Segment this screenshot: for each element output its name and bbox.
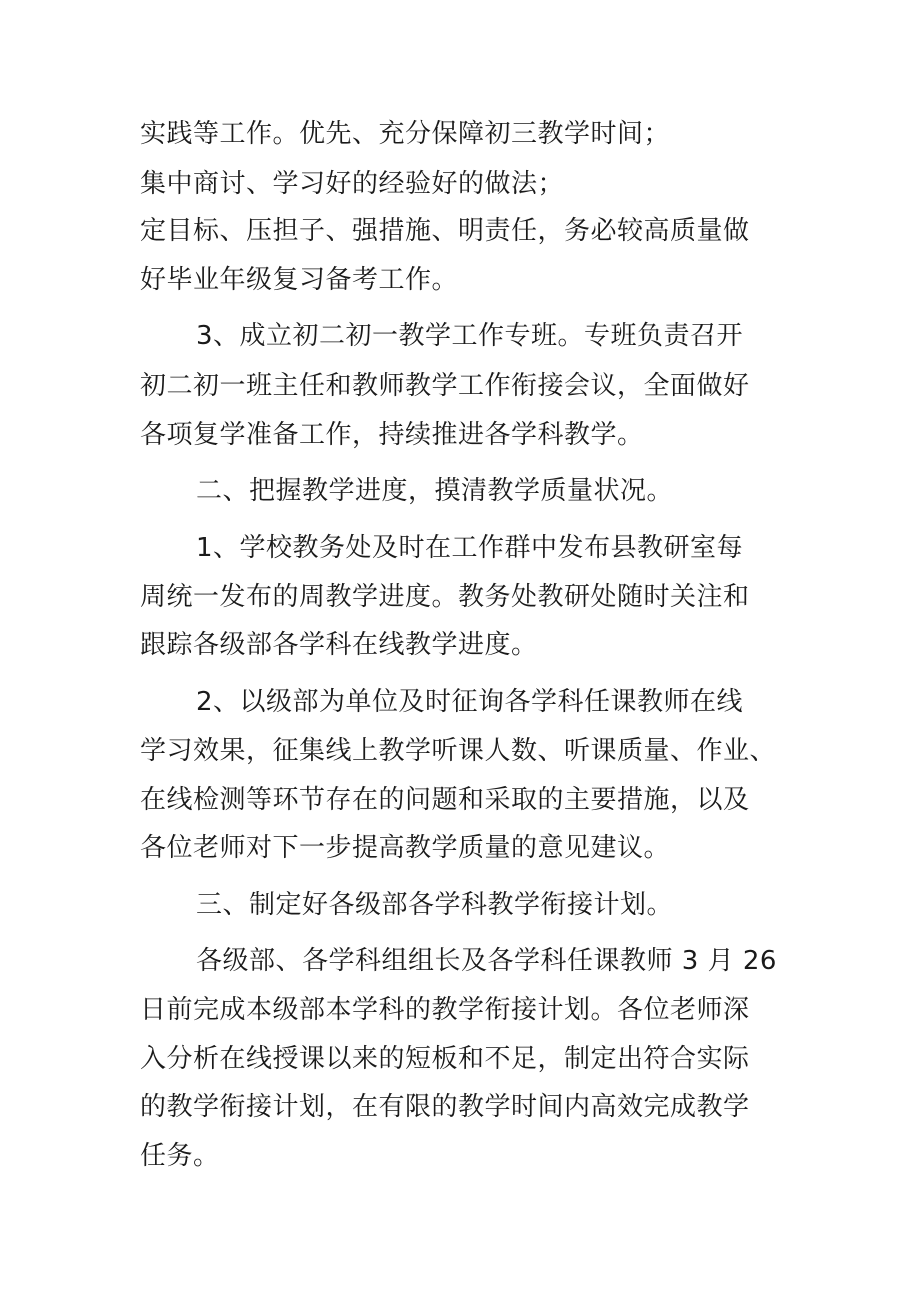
text-line: 初二初一班主任和教师教学工作衔接会议，全面做好 (140, 371, 750, 401)
text-line: 实践等工作。优先、充分保障初三教学时间； (140, 119, 671, 149)
text-line: 2、以级部为单位及时征询各学科任课教师在线 (196, 687, 744, 717)
text-line: 各级部、各学科组组长及各学科任课教师 3 月 26 (196, 946, 777, 976)
text-line: 学习效果，征集线上教学听课人数、听课质量、作业、 (140, 736, 777, 766)
text-line: 好毕业年级复习备考工作。 (140, 265, 459, 295)
text-line: 周统一发布的周教学进度。教务处教研处随时关注和 (140, 582, 750, 612)
section-heading: 三、制定好各级部各学科教学衔接计划。 (196, 890, 674, 920)
text-line: 1、学校教务处及时在工作群中发布县教研室每 (196, 533, 744, 563)
text-line: 在线检测等环节存在的问题和采取的主要措施，以及 (140, 785, 750, 815)
text-line: 的教学衔接计划，在有限的教学时间内高效完成教学 (140, 1092, 750, 1122)
text-line: 各项复学准备工作，持续推进各学科教学。 (140, 420, 644, 450)
text-line: 跟踪各级部各学科在线教学进度。 (140, 630, 538, 660)
text-line: 定目标、压担子、强措施、明责任，务必较高质量做 (140, 216, 750, 246)
text-line: 3、成立初二初一教学工作专班。专班负责召开 (196, 321, 744, 351)
text-line: 集中商讨、学习好的经验好的做法； (140, 169, 565, 199)
text-line: 日前完成本级部本学科的教学衔接计划。各位老师深 (140, 995, 750, 1025)
section-heading: 二、把握教学进度，摸清教学质量状况。 (196, 476, 674, 506)
text-line: 各位老师对下一步提高教学质量的意见建议。 (140, 833, 671, 863)
text-line: 任务。 (140, 1141, 220, 1171)
text-line: 入分析在线授课以来的短板和不足，制定出符合实际 (140, 1044, 750, 1074)
